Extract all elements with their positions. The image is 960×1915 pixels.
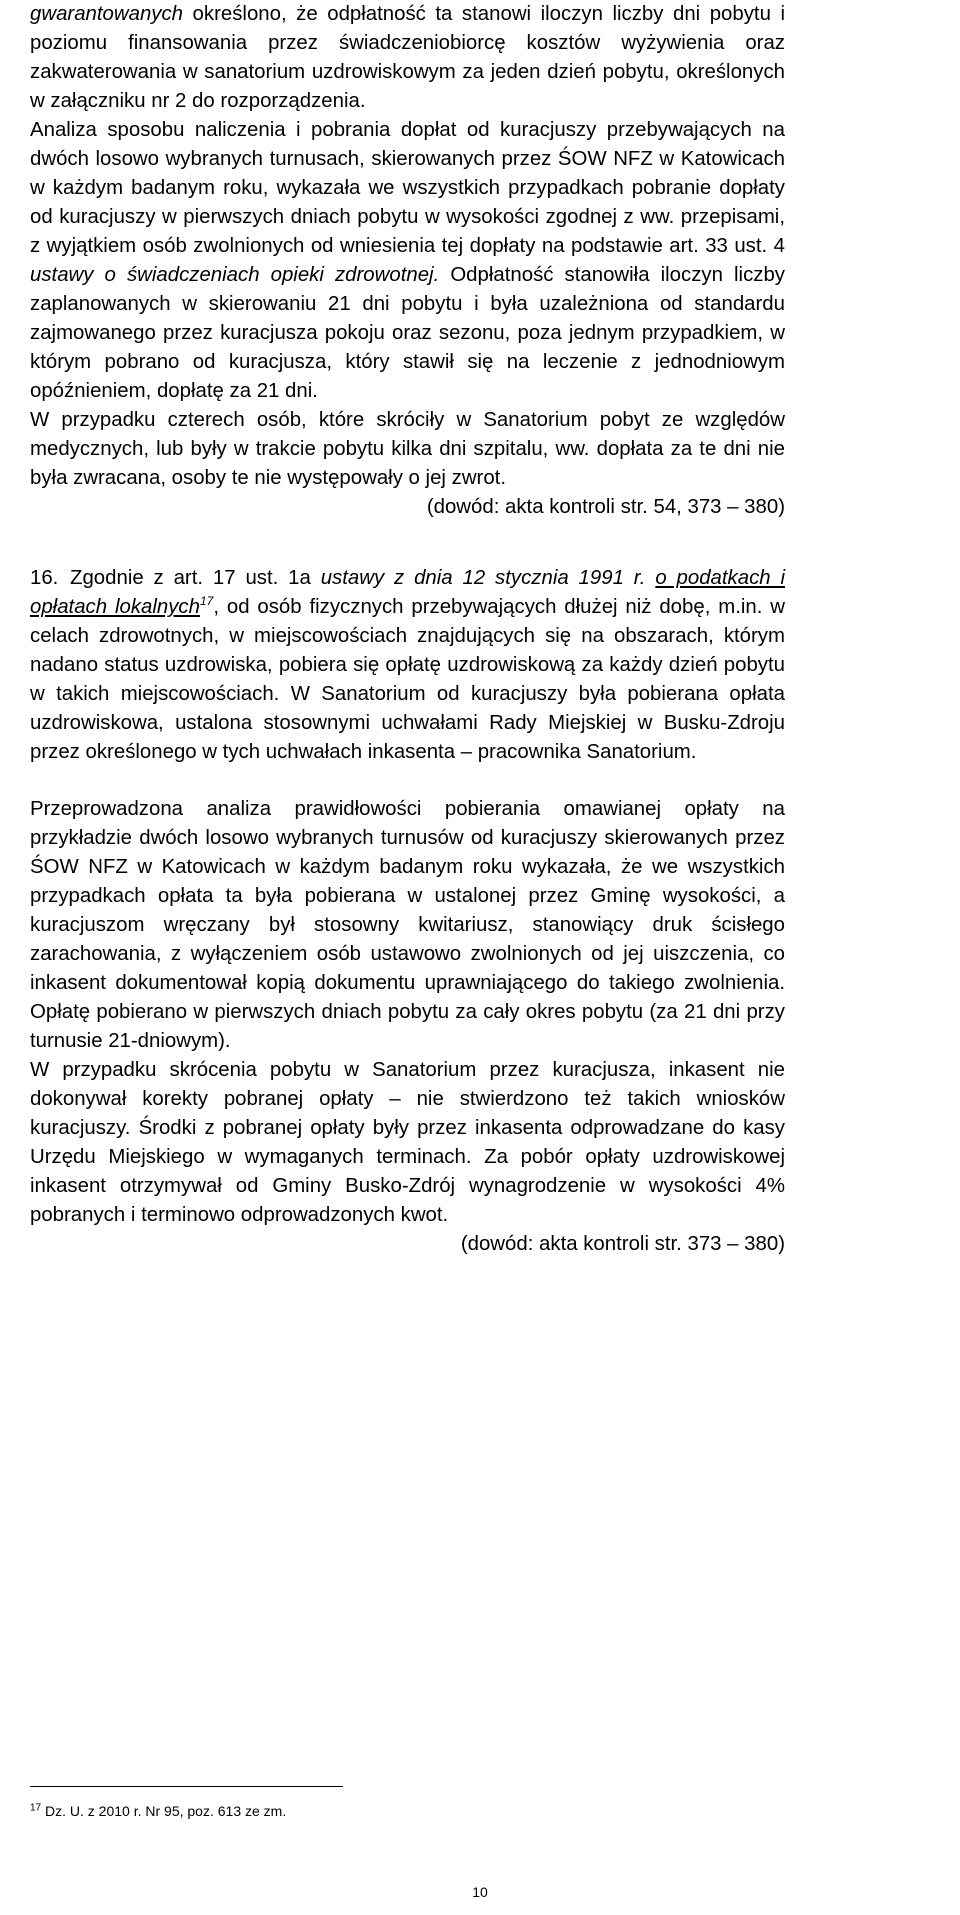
page-number: 10 bbox=[472, 1884, 488, 1900]
paragraph-dopłata-definition bbox=[30, 0, 785, 116]
paragraph-analysis-opłata bbox=[30, 795, 785, 1056]
evidence-reference: (dowód: akta kontroli str. 373 – 380) bbox=[460, 1233, 785, 1255]
footnote bbox=[30, 1802, 286, 1820]
italic-law-title: ustawy o świadczeniach opieki zdrowotnej. bbox=[30, 264, 440, 286]
footnote-separator bbox=[30, 1786, 343, 1787]
paragraph-four-persons bbox=[30, 406, 785, 493]
paragraph-text: Odpłatność stanowiła iloczyn liczby zaplanowanych w skierowaniu 21 dni pobytu i była uzależniona od standardu zajmowanego przez kuracjusza pokoju oraz sezonu, poza jednym przypadkiem, w którym pobrano od kuracjusza, który stawił się na leczenie z jednodniowym opóźnieniem, dopłatę za 21 dni. bbox=[30, 264, 785, 402]
paragraph-text: określono, że odpłatność ta stanowi iloczyn liczby dni pobytu i poziomu finansowania przez świadczeniobiorcę kosztów wyżywienia oraz zakwaterowania w sanatorium uzdrowiskowym za jeden dzień pobytu, określonych w załączniku nr 2 do rozporządzenia. bbox=[30, 3, 785, 112]
paragraph-text: Przeprowadzona analiza prawidłowości pobierania omawianej opłaty na przykładzie dwóch losowo wybranych turnusów od kuracjuszy skierowanych przez ŚOW NFZ w Katowicach w każdym badanym roku wykazała, że we wszystkich przypadkach opłata ta była pobierana w ustalonej przez Gminę wysokości, a kuracjuszom wręczany był stosowny kwitariusz, stanowiący druk ścisłego zarachowania, z wyłączeniem osób ustawowo zwolnionych od jej uiszczenia, co inkasent dokumentował kopią dokumentu uprawniającego do takiego zwolnienia. Opłatę pobierano w pierwszych dniach pobytu za cały okres pobytu (za 21 dni przy turnusie 21-dniowym). bbox=[30, 798, 785, 1052]
paragraph-text: Zgodnie z art. 17 ust. 1a bbox=[70, 567, 321, 589]
paragraph-text: Analiza sposobu naliczenia i pobrania dopłat od kuracjuszy przebywających na dwóch losowo wybranych turnusach, skierowanych przez ŚOW NFZ w Katowicach w każdym badanym roku, wykazała we wszystkich przypadkach pobranie dopłaty od kuracjuszy w pierwszych dniach pobytu w wysokości zgodnej z ww. przepisami, z wyjątkiem osób zwolnionych od wniesienia tej dopłaty na podstawie art. 33 ust. 4 bbox=[30, 119, 785, 257]
footnote-number: 17 bbox=[30, 1802, 42, 1814]
footnote-text: Dz. U. z 2010 r. Nr 95, poz. 613 ze zm. bbox=[41, 1803, 287, 1819]
italic-law-date: ustawy z dnia 12 stycznia 1991 r. bbox=[320, 567, 656, 589]
evidence-reference: (dowód: akta kontroli str. 54, 373 – 380) bbox=[426, 496, 785, 518]
section-number: 16. bbox=[30, 567, 59, 589]
paragraph-section-16 bbox=[30, 564, 785, 767]
footnote-ref[interactable]: 17 bbox=[199, 594, 214, 609]
paragraph-shortened-stay bbox=[30, 1056, 785, 1230]
italic-lead: gwarantowanych bbox=[30, 3, 184, 25]
paragraph-text: W przypadku czterech osób, które skróciły w Sanatorium pobyt ze względów medycznych, lub były w trakcie pobytu kilka dni szpitalu, ww. dopłata za te dni nie była zwracana, osoby te nie występowały o jej zwrot. bbox=[30, 409, 785, 489]
paragraph-text: W przypadku skrócenia pobytu w Sanatorium przez kuracjusza, inkasent nie dokonywał korekty pobranej opłaty – nie stwierdzono też takich wniosków kuracjuszy. Środki z pobranej opłaty były przez inkasenta odprowadzane do kasy Urzędu Miejskiego w wymaganych terminach. Za pobór opłaty uzdrowiskowej inkasent otrzymywał od Gminy Busko-Zdrój wynagrodzenie w wysokości 4% pobranych i terminowo odprowadzonych kwot. bbox=[30, 1059, 785, 1226]
paragraph-text: , od osób fizycznych przebywających dłużej niż dobę, m.in. w celach zdrowotnych, w miejscowościach znajdujących się na obszarach, którym nadano status uzdrowiska, pobiera się opłatę uzdrowiskową za każdy dzień pobytu w takich miejscowościach. W Sanatorium od kuracjuszy była pobierana opłata uzdrowiskowa, ustalona stosownymi uchwałami Rady Miejskiej w Busku-Zdroju przez określonego w tych uchwałach inkasenta – pracownika Sanatorium. bbox=[30, 596, 785, 763]
italic-law-title: o podatkach i opłatach lokalnych bbox=[30, 567, 786, 618]
paragraph-analysis-dopłaty bbox=[30, 116, 785, 406]
